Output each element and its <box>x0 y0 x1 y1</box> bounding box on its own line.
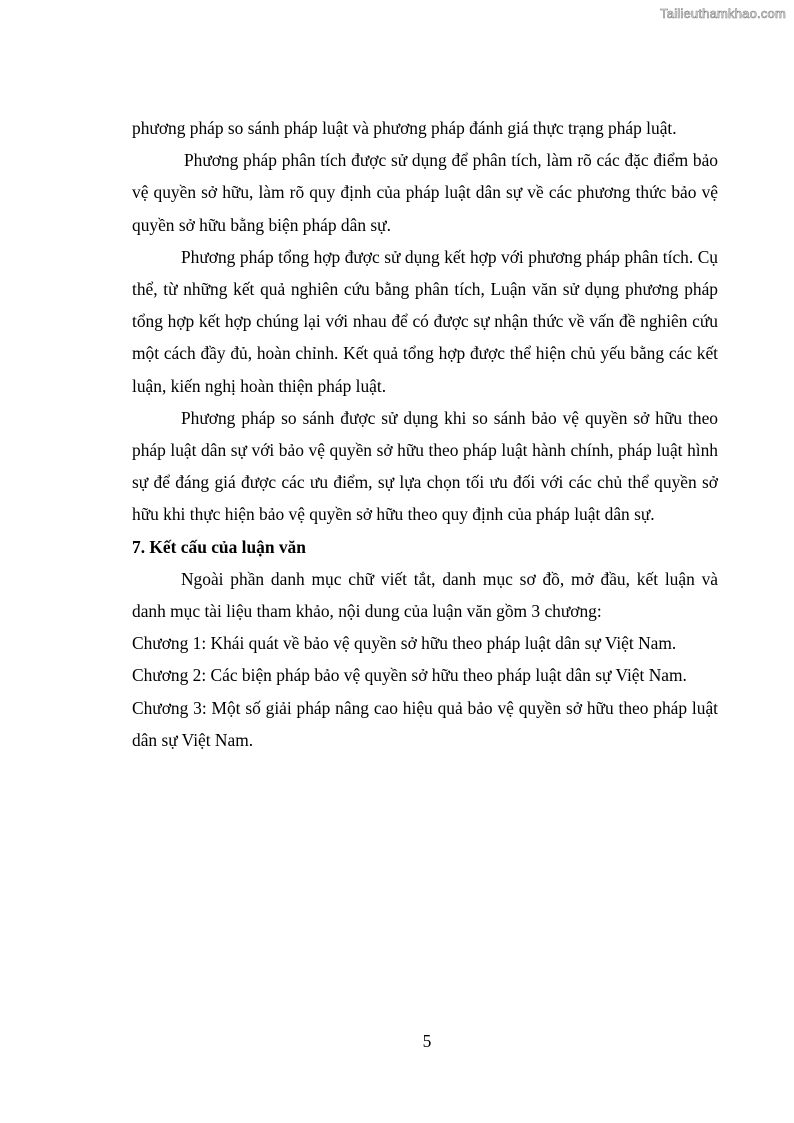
page-number: 5 <box>422 1031 432 1051</box>
section-heading: 7. Kết cấu của luận văn <box>132 536 306 557</box>
chapter-item-2: Chương 2: Các biện pháp bảo vệ quyền sở hữu theo pháp luật dân sự Việt Nam. <box>132 665 687 686</box>
watermark-text: Tailieuthamkhao.com <box>660 6 786 21</box>
paragraph-synthesis-method: Phương pháp tổng hợp được sử dụng kết hợp với phương pháp phân tích. Cụ thể, từ những kết quả nghiên cứu bằng phân tích, Luận văn sử dụng phương pháp tổng hợp kết hợp chúng lại với nhau để có được sự nhận thức về vấn đề nghiên cứu một cách đầy đủ, hoàn chỉnh. Kết quả tổng hợp được thể hiện chủ yếu bằng các kết luận, kiến nghị hoàn thiện pháp luật. <box>132 246 718 396</box>
structure-intro: Ngoài phần danh mục chữ viết tắt, danh mục sơ đồ, mở đầu, kết luận và danh mục tài liệu tham khảo, nội dung của luận văn gồm 3 chương: <box>132 568 718 622</box>
paragraph-analysis-method: Phương pháp phân tích được sử dụng để phân tích, làm rõ các đặc điểm bảo vệ quyền sở hữu, làm rõ quy định của pháp luật dân sự về các phương thức bảo vệ quyền sở hữu bằng biện pháp dân sự. <box>132 150 718 235</box>
document-body <box>132 112 718 756</box>
paragraph-comparison-method: Phương pháp so sánh được sử dụng khi so sánh bảo vệ quyền sở hữu theo pháp luật dân sự với bảo vệ quyền sở hữu theo pháp luật hành chính, pháp luật hình sự để đáng giá được các ưu điểm, sự lựa chọn tối ưu đối với các chủ thể quyền sở hữu khi thực hiện bảo vệ quyền sở hữu theo quy định của pháp luật dân sự. <box>132 407 718 525</box>
paragraph-methods-continued: phương pháp so sánh pháp luật và phương pháp đánh giá thực trạng pháp luật. <box>132 118 677 138</box>
chapter-item-1: Chương 1: Khái quát về bảo vệ quyền sở hữu theo pháp luật dân sự Việt Nam. <box>132 633 677 654</box>
chapter-item-3: Chương 3: Một số giải pháp nâng cao hiệu quả bảo vệ quyền sở hữu theo pháp luật dân sự Việt Nam. <box>132 697 718 750</box>
